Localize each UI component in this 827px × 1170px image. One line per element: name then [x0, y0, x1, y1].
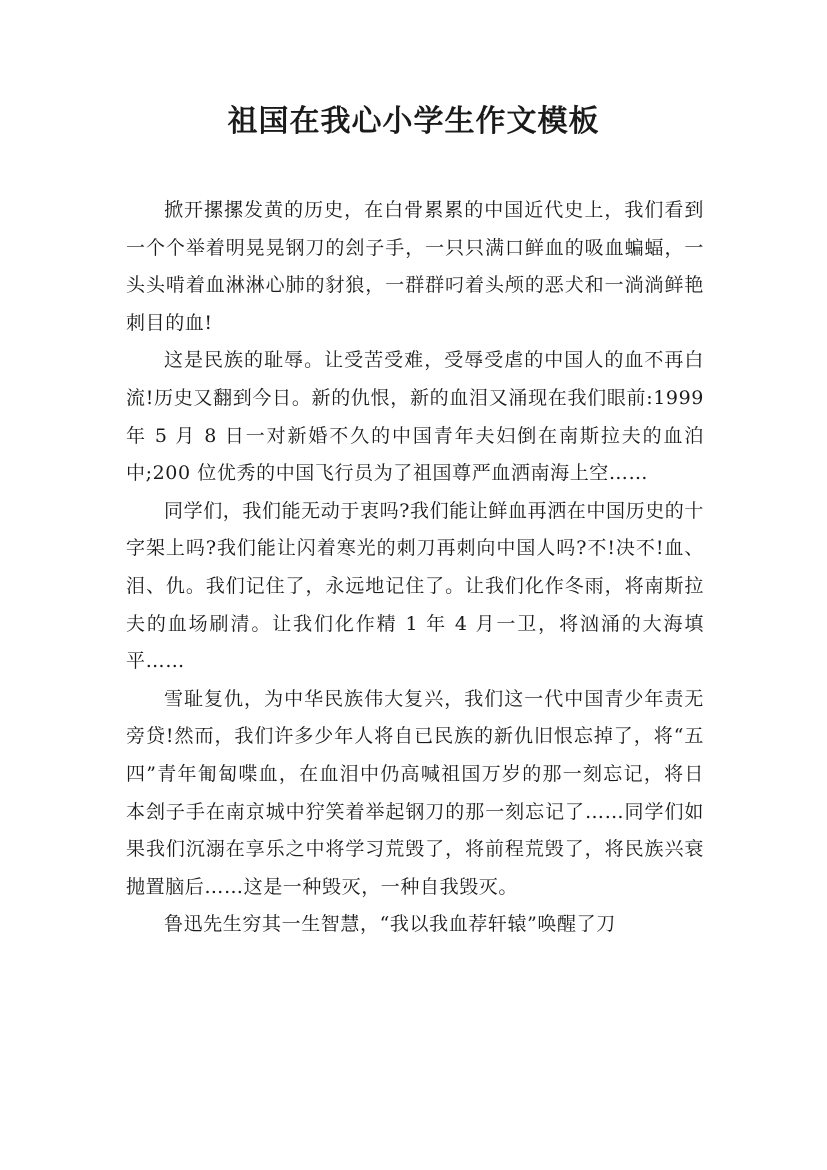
document-body [126, 192, 704, 944]
document-title: 祖国在我心小学生作文模板 [227, 104, 600, 139]
paragraph: 掀开摞摞发黄的历史，在白骨累累的中国近代史上，我们看到一个个举着明晃晃钢刀的刽子手，一只只满口鲜血的吸血蝙蝠，一头头啃着血淋淋心肺的豺狼，一群群叼着头颅的恶犬和一淌淌鲜艳刺目的血! [126, 199, 704, 334]
paragraph: 这是民族的耻辱。让受苦受难，受辱受虐的中国人的血不再白流!历史又翻到今日。新的仇恨，新的血泪又涌现在我们眼前:1999 年 5 月 8 日一对新婚不久的中国青年夫妇倒在南斯拉夫的血泊中;200 位优秀的中国飞行员为了祖国尊严血洒南海上空…… [126, 349, 704, 485]
paragraph: 雪耻复仇，为中华民族伟大复兴，我们这一代中国青少年责无旁贷!然而，我们许多少年人将自已民族的新仇旧恨忘掉了，将“五四”青年匍匐喋血，在血泪中仍高喊祖国万岁的那一刻忘记，将日本刽子手在南京城中狞笑着举起钢刀的那一刻忘记了……同学们如果我们沉溺在享乐之中将学习荒毁了，将前程荒毁了，将民族兴衰抛置脑后……这是一种毁灭，一种自我毁灭。 [126, 687, 704, 898]
paragraph: 鲁迅先生穷其一生智慧，“我以我血荐轩辕”唤醒了刀 [164, 913, 616, 936]
paragraph: 同学们，我们能无动于衷吗?我们能让鲜血再洒在中国历史的十字架上吗?我们能让闪着寒光的刺刀再刺向中国人吗?不!决不!血、泪、仇。我们记住了，永远地记住了。让我们化作冬雨，将南斯拉夫的血场刷清。让我们化作精 1 年 4 月一卫，将汹涌的大海填平…… [126, 499, 704, 673]
